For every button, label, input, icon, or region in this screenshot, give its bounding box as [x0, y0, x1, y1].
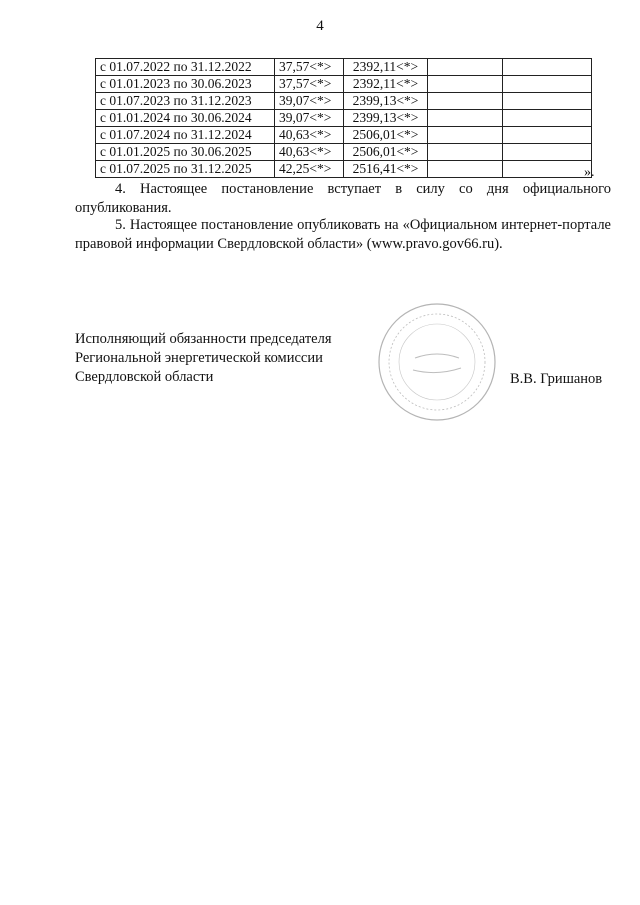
- period-cell: с 01.01.2023 по 30.06.2023: [96, 76, 275, 93]
- rate-cell: 40,63<*>: [275, 144, 344, 161]
- value-cell: 2392,11<*>: [344, 59, 428, 76]
- tariff-table-body: [96, 59, 592, 178]
- value-cell: 2399,13<*>: [344, 93, 428, 110]
- empty-cell: [503, 59, 592, 76]
- value-cell: 2399,13<*>: [344, 110, 428, 127]
- rate-cell: 40,63<*>: [275, 127, 344, 144]
- value-cell: 2506,01<*>: [344, 144, 428, 161]
- rate-cell: 37,57<*>: [275, 76, 344, 93]
- table-row: [96, 144, 592, 161]
- signatory-name: В.В. Гришанов: [510, 371, 603, 387]
- empty-cell: [428, 59, 503, 76]
- signatory-title-line-1: Исполняющий обязанности председателя: [75, 331, 332, 347]
- period-cell: с 01.07.2024 по 31.12.2024: [96, 127, 275, 144]
- table-row: [96, 127, 592, 144]
- signatory-title-line-3: Свердловской области: [75, 369, 214, 385]
- official-stamp: [375, 300, 500, 425]
- rate-cell: 37,57<*>: [275, 59, 344, 76]
- rate-cell: 39,07<*>: [275, 93, 344, 110]
- empty-cell: [428, 93, 503, 110]
- period-cell: с 01.01.2025 по 30.06.2025: [96, 144, 275, 161]
- empty-cell: [428, 144, 503, 161]
- period-cell: с 01.07.2025 по 31.12.2025: [96, 161, 275, 178]
- closing-quote: ».: [584, 165, 595, 180]
- signatory-title-line-2: Региональной энергетической комиссии: [75, 350, 323, 366]
- value-cell: 2506,01<*>: [344, 127, 428, 144]
- table-row: [96, 76, 592, 93]
- empty-cell: [428, 110, 503, 127]
- paragraph-5: 5. Настоящее постановление опубликовать на «Официальном интернет-портале правовой информации Свердловской области» (www.pravo.gov66.ru).: [75, 217, 611, 252]
- empty-cell: [503, 76, 592, 93]
- table-row: [96, 110, 592, 127]
- signatory-title: [75, 330, 332, 387]
- table-row: [96, 59, 592, 76]
- value-cell: 2392,11<*>: [344, 76, 428, 93]
- period-cell: с 01.01.2024 по 30.06.2024: [96, 110, 275, 127]
- table-row: [96, 93, 592, 110]
- period-cell: с 01.07.2023 по 31.12.2023: [96, 93, 275, 110]
- empty-cell: [503, 93, 592, 110]
- rate-cell: 42,25<*>: [275, 161, 344, 178]
- empty-cell: [503, 161, 592, 178]
- empty-cell: [503, 144, 592, 161]
- rate-cell: 39,07<*>: [275, 110, 344, 127]
- table-row: [96, 161, 592, 178]
- paragraph-4: 4. Настоящее постановление вступает в силу со дня официального опубликования.: [75, 181, 611, 216]
- value-cell: 2516,41<*>: [344, 161, 428, 178]
- tariff-table: [95, 58, 592, 178]
- empty-cell: [503, 127, 592, 144]
- period-cell: с 01.07.2022 по 31.12.2022: [96, 59, 275, 76]
- empty-cell: [428, 76, 503, 93]
- empty-cell: [503, 110, 592, 127]
- empty-cell: [428, 127, 503, 144]
- empty-cell: [428, 161, 503, 178]
- page-number: 4: [316, 18, 324, 34]
